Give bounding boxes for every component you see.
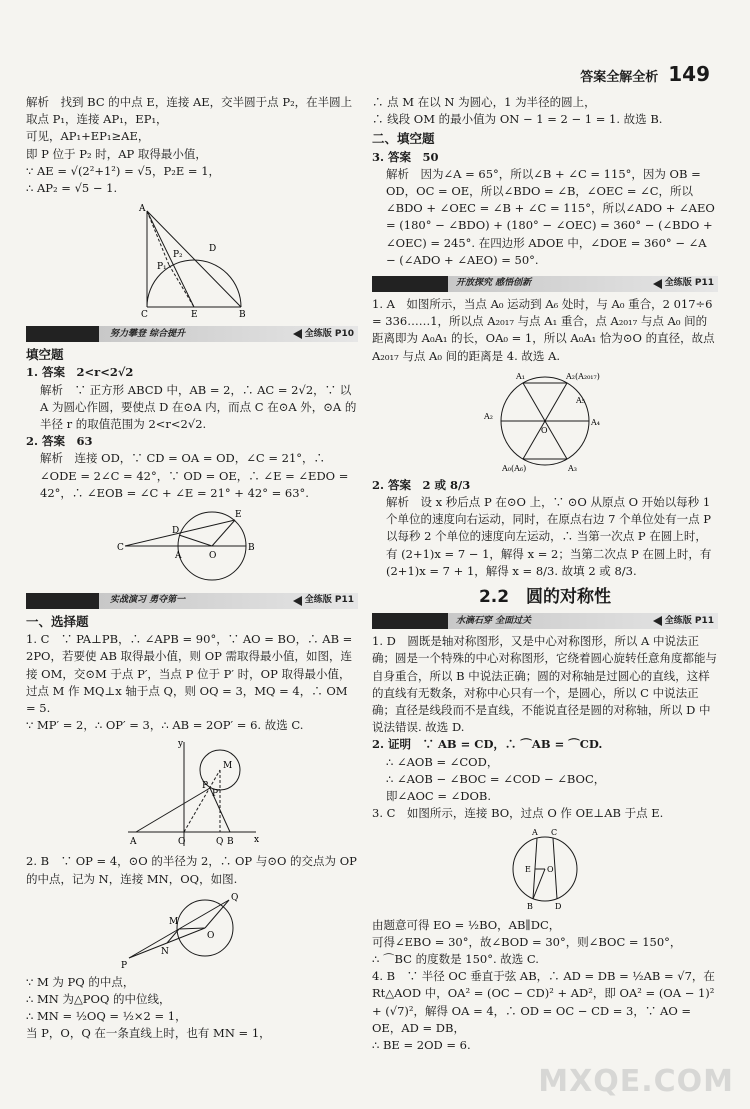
- fig-label: D: [172, 526, 180, 537]
- answer-text: ∴ ∠AOB = ∠COD，: [386, 754, 499, 769]
- arrow-icon: [293, 329, 302, 339]
- answer-text: 解析 找到 BC 的中点 E，连接 AE，交半圆于点 P₂，在半圆上取点 P₁，连接 AP₁，EP₁，: [26, 95, 353, 127]
- answer-text: ∴ MN 为△POQ 的中位线，: [26, 992, 171, 1007]
- answer-text: 可见，AP₁+EP₁≥AE，: [26, 129, 150, 144]
- answer-text: 当 P，O，Q 在一条直线上时，也有 MN = 1，: [26, 1026, 271, 1041]
- fig-label: D: [209, 244, 217, 255]
- fig-label: x: [254, 835, 260, 846]
- fig-label: Q: [216, 837, 224, 848]
- fig-label: N: [161, 946, 169, 957]
- answer-text: 即 P 位于 P₂ 时，AP 取得最小值，: [26, 146, 207, 161]
- answer-text: 1. C ∵ PA⊥PB，∴ ∠APB = 90°，∵ AO = BO，∴ AB = 2PO，若要使 AB 取得最小值，则 OP 需取得最小值，如图，连接 OM，交⊙M 于点 P′，当点 P 位于 P′ 时，OP 取得最小值，过点 M 作 MQ⊥x 轴于点 Q，则 OQ = 3，MQ = 4，∴ OM = 5.: [26, 632, 353, 716]
- answer-line: 2. 答案 2 或 8/3: [372, 477, 471, 492]
- semicircle-figure: [127, 199, 257, 319]
- answer-text: ∴ ⌒BC 的度数是 150°. 故选 C.: [372, 951, 539, 966]
- banner-ref: [653, 613, 714, 630]
- answer-text: 解析 连接 OD，∵ CD = OA = OD，∠C = 21°，∴ ∠ODE = 2∠C = 42°，∵ OD = OE，∴ ∠E = ∠EDO = 42°，∴ ∠EOB = ∠C + ∠E = 21° + 42° = 63°.: [40, 451, 349, 500]
- fig-label: O: [209, 551, 217, 562]
- fig-label: B: [248, 543, 255, 554]
- answer-text: ∴ ∠AOB − ∠BOC = ∠COD − ∠BOC，: [386, 771, 606, 786]
- answer-line: 2. 证明 ∵ AB = CD，∴ ⌒AB = ⌒CD.: [372, 737, 603, 752]
- section-banner: [26, 326, 358, 342]
- answer-text: 即∠AOC = ∠DOB.: [386, 789, 492, 804]
- section-banner: [26, 593, 358, 609]
- banner-ref-text: 全练版 P11: [664, 278, 714, 289]
- fig-label: P: [202, 781, 209, 792]
- answer-text: ∴ MN = ½OQ = ½×2 = 1，: [26, 1009, 187, 1024]
- section-heading: 一、选择题: [26, 614, 89, 630]
- circle-secant-figure: [117, 504, 267, 586]
- banner-text: 努力攀登 综合提升: [110, 328, 186, 339]
- fig-label: A₀(A₆): [502, 463, 527, 473]
- fig-label: C: [141, 310, 148, 320]
- fig-label: A₅: [576, 395, 585, 405]
- arrow-icon: [653, 279, 662, 289]
- fig-label: Q: [231, 892, 239, 903]
- fig-label: A₄: [591, 417, 600, 427]
- banner-ref-text: 全练版 P11: [304, 595, 354, 606]
- answer-text: ∴ AP₂ = √5 − 1.: [26, 181, 118, 196]
- banner-ref-text: 全练版 P11: [664, 615, 714, 626]
- fig-label: O: [541, 425, 548, 435]
- answer-text: 4. B ∵ 半径 OC 垂直于弦 AB，∴ AD = DB = ½AB = √7，在 Rt△AOD 中，OA² = (OC − CD)² + AD²，即 OA² = (OA − 1)² + (√7)²，解得 OA = 4，∴ OD = OC − CD = 3，∵ AO = OE，AD = DB，: [372, 969, 715, 1035]
- fig-label: O: [547, 864, 554, 874]
- banner-ref: [653, 275, 714, 292]
- fig-label: M: [169, 916, 179, 927]
- watermark: MXQE.COM: [538, 1064, 734, 1099]
- answer-text: ∴ 线段 OM 的最小值为 ON − 1 = 2 − 1 = 1. 故选 B.: [372, 112, 663, 127]
- arrow-icon: [653, 616, 662, 626]
- answer-text: ∵ AE = √(2²+1²) = √5，P₂E = 1，: [26, 163, 221, 178]
- fig-label: O: [207, 930, 215, 941]
- fig-label: A₃: [568, 463, 577, 473]
- fig-label: B: [527, 901, 533, 911]
- section-heading: 填空题: [26, 347, 64, 363]
- fig-label: P₂: [173, 250, 183, 261]
- fig-label: E: [235, 510, 242, 521]
- fig-label: O: [178, 837, 186, 848]
- answer-text: 解析 因为∠A = 65°，所以∠B + ∠C = 115°，因为 OB = OD，OC = OE，所以∠BDO = ∠B，∠OEC = ∠C，所以∠BDO + ∠OEC = ∠B + ∠C = 115°，所以∠ADO + ∠AEO = (180° − ∠BDO) + (180° − ∠OEC) = 360° − (∠BDO + ∠OEC) = 245°. 在四边形 ADOE 中，∠DOE = 360° − ∠A − (∠ADO + ∠AEO) = 50°.: [386, 166, 715, 267]
- answer-text: 解析 ∵ 正方形 ABCD 中，AB = 2，∴ AC = 2√2，∵ 以 A 为圆心作圆，要使点 D 在⊙A 内，而点 C 在⊙A 外，⊙A 的半径 r 的取值范围为 2<r<2√2.: [40, 382, 357, 432]
- section-heading: 二、填空题: [372, 131, 435, 147]
- fig-label: B: [239, 310, 246, 320]
- fig-label: A₂(A₂₀₁₇): [566, 371, 600, 381]
- chord-circle-figure: [505, 825, 585, 915]
- section-banner: [372, 613, 718, 629]
- fig-label: y: [178, 739, 184, 750]
- fig-label: B: [227, 837, 234, 848]
- right-column: [372, 94, 718, 1054]
- hexagon-figure: [480, 367, 610, 475]
- answer-line: 2. 答案 63: [26, 434, 93, 449]
- section-banner: [372, 276, 718, 292]
- arrow-icon: [293, 596, 302, 606]
- banner-ref-text: 全练版 P10: [304, 328, 354, 339]
- fig-label: A: [139, 204, 146, 215]
- answer-text: ∴ 点 M 在以 N 为圆心，1 为半径的圆上，: [372, 95, 596, 109]
- fig-label: M: [223, 761, 233, 772]
- page-number: 149: [668, 62, 710, 86]
- left-column: [26, 94, 358, 1043]
- fig-label: E: [191, 310, 198, 320]
- banner-ref: [293, 592, 354, 609]
- fig-label: A: [130, 837, 137, 848]
- answer-text: 由题意可得 EO = ½BO，AB∥DC，: [372, 917, 561, 932]
- answer-text: 解析 设 x 秒后点 P 在⊙O 上，∵ ⊙O 从原点 O 开始以每秒 1 个单位的速度向右运动，同时，在原点右边 7 个单位处有一点 P 以每秒 2 个单位的速度向左运动，∴ 当第一次点 P 在圆上时，有 (2+1)x = 7 − 1，解得 x = 2；当第二次点 P 在圆上时，有 (2+1)x = 7 + 1，解得 x = 8/3. 故填 2 或 8/3.: [386, 495, 712, 578]
- fig-label: C: [551, 827, 558, 837]
- banner-ref: [293, 326, 354, 343]
- fig-label: P₁: [157, 262, 167, 273]
- fig-label: C: [117, 543, 124, 554]
- answer-text: ∴ BE = 2OD = 6.: [372, 1037, 471, 1052]
- fig-label: A₁: [516, 371, 525, 381]
- banner-text: 实战演习 勇夺第一: [110, 595, 186, 606]
- fig-label: D: [555, 901, 562, 911]
- banner-text: 开放探究 感悟创新: [456, 278, 532, 289]
- fig-label: A₂: [484, 411, 493, 421]
- coordinate-figure: [122, 736, 262, 851]
- fig-label: A: [532, 827, 538, 837]
- section-title: 2.2 圆的对称性: [478, 587, 612, 608]
- answer-text: 2. B ∵ OP = 4，⊙O 的半径为 2，∴ OP 与⊙O 的交点为 OP 的中点，记为 N，连接 MN，OQ，如图.: [26, 854, 357, 886]
- fig-label: P: [121, 960, 128, 971]
- fig-label: P′: [212, 789, 221, 800]
- circle-midpoint-figure: [117, 890, 267, 972]
- answer-text: 1. A 如图所示，当点 A₀ 运动到 A₆ 处时，与 A₀ 重合，2 017÷6 = 336……1，所以点 A₂₀₁₇ 与点 A₁ 重合，点 A₂₀₁₇ 与点 A₀ 间的距离即为 A₀A₁ 的长，OA₀ = 1，所以 A₀A₁ 恰为⊙O 的直径，故点 A₂₀₁₇ 与点 A₀ 间的距离是 4. 故选 A.: [372, 297, 715, 363]
- answer-text: ∵ M 为 PQ 的中点，: [26, 974, 135, 989]
- answer-text: 可得∠EBO = 30°，故∠BOD = 30°，则∠BOC = 150°，: [372, 934, 682, 949]
- answer-text: ∵ MP′ = 2，∴ OP′ = 3，∴ AB = 2OP′ = 6. 故选 C.: [26, 718, 304, 733]
- banner-text: 水滴石穿 全面过关: [456, 615, 532, 626]
- answer-text: 3. C 如图所示，连接 BO，过点 O 作 OE⊥AB 于点 E.: [372, 806, 664, 821]
- answer-line: 3. 答案 50: [372, 149, 439, 164]
- answer-line: 1. 答案 2<r<2√2: [26, 365, 134, 380]
- fig-label: A: [175, 551, 182, 562]
- fig-label: E: [525, 864, 531, 874]
- page-header: [580, 62, 710, 86]
- header-title: 答案全解全析: [580, 70, 659, 85]
- answer-text: 1. D 圆既是轴对称图形，又是中心对称图形，所以 A 中说法正确；圆是一个特殊的中心对称图形，它绕着圆心旋转任意角度都能与自身重合，所以 B 中说法正确；圆的对称轴是过圆心的直线，这样的直线有无数条，对称中心只有一个，是圆心，所以 C 中说法正确；直径是线段而不是直线，不能说直径是圆的对称轴，所以 D 中说法错误. 故选 D.: [372, 634, 717, 735]
